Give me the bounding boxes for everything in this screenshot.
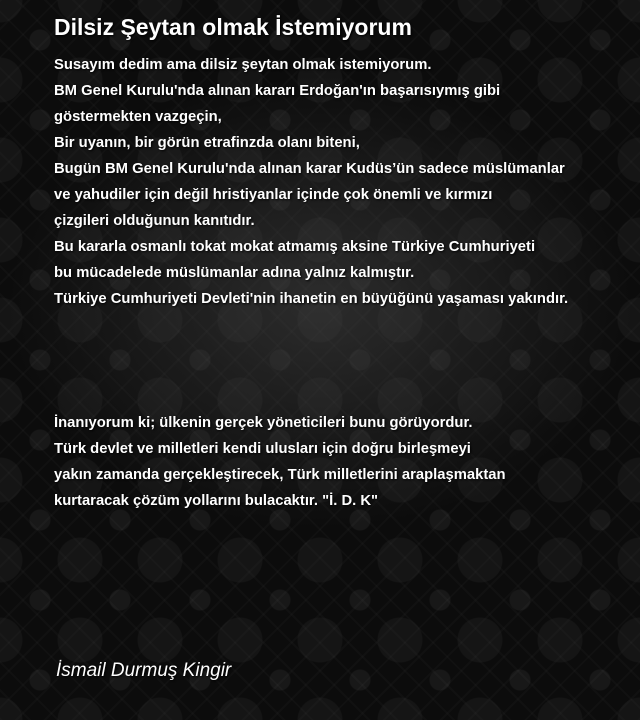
poem-line: Bir uyanın, bir görün etrafinzda olanı biteni,	[54, 135, 360, 151]
poem-line: ve yahudiler için değil hristiyanlar içinde çok önemli ve kırmızı	[54, 187, 493, 203]
poem-line: yakın zamanda gerçekleştirecek, Türk milletlerini araplaşmaktan	[54, 467, 506, 483]
poem-line: Susayım dedim ama dilsiz şeytan olmak istemiyorum.	[54, 57, 432, 73]
poem-line: Türkiye Cumhuriyeti Devleti'nin ihanetin en büyüğünü yaşaması yakındır.	[54, 291, 569, 307]
poem-line: çizgileri olduğunun kanıtıdır.	[54, 213, 255, 229]
poem-line: göstermekten vazgeçin,	[54, 109, 222, 125]
poem-line: bu mücadelede müslümanlar adına yalnız kalmıştır.	[54, 265, 415, 281]
poem-line: kurtaracak çözüm yollarını bulacaktır. "İ. D. K"	[54, 493, 379, 509]
poem-line: Bu kararla osmanlı tokat mokat atmamış aksine Türkiye Cumhuriyeti	[54, 239, 536, 255]
poem-title: Dilsiz Şeytan olmak İstemiyorum	[54, 14, 412, 40]
poem-stanza-1	[54, 52, 629, 312]
poem-line: Türk devlet ve milletleri kendi ulusları için doğru birleşmeyi	[54, 441, 471, 457]
poem-line: BM Genel Kurulu'nda alınan kararı Erdoğan'ın başarısıymış gibi	[54, 83, 501, 99]
poem-author: İsmail Durmuş Kingir	[56, 660, 232, 681]
poem-stanza-2	[54, 410, 629, 514]
poem-line: İnanıyorum ki; ülkenin gerçek yöneticileri bunu görüyordur.	[54, 415, 473, 431]
poem-line: Bugün BM Genel Kurulu'nda alınan karar Kudüs’ün sadece müslümanlar	[54, 161, 565, 177]
